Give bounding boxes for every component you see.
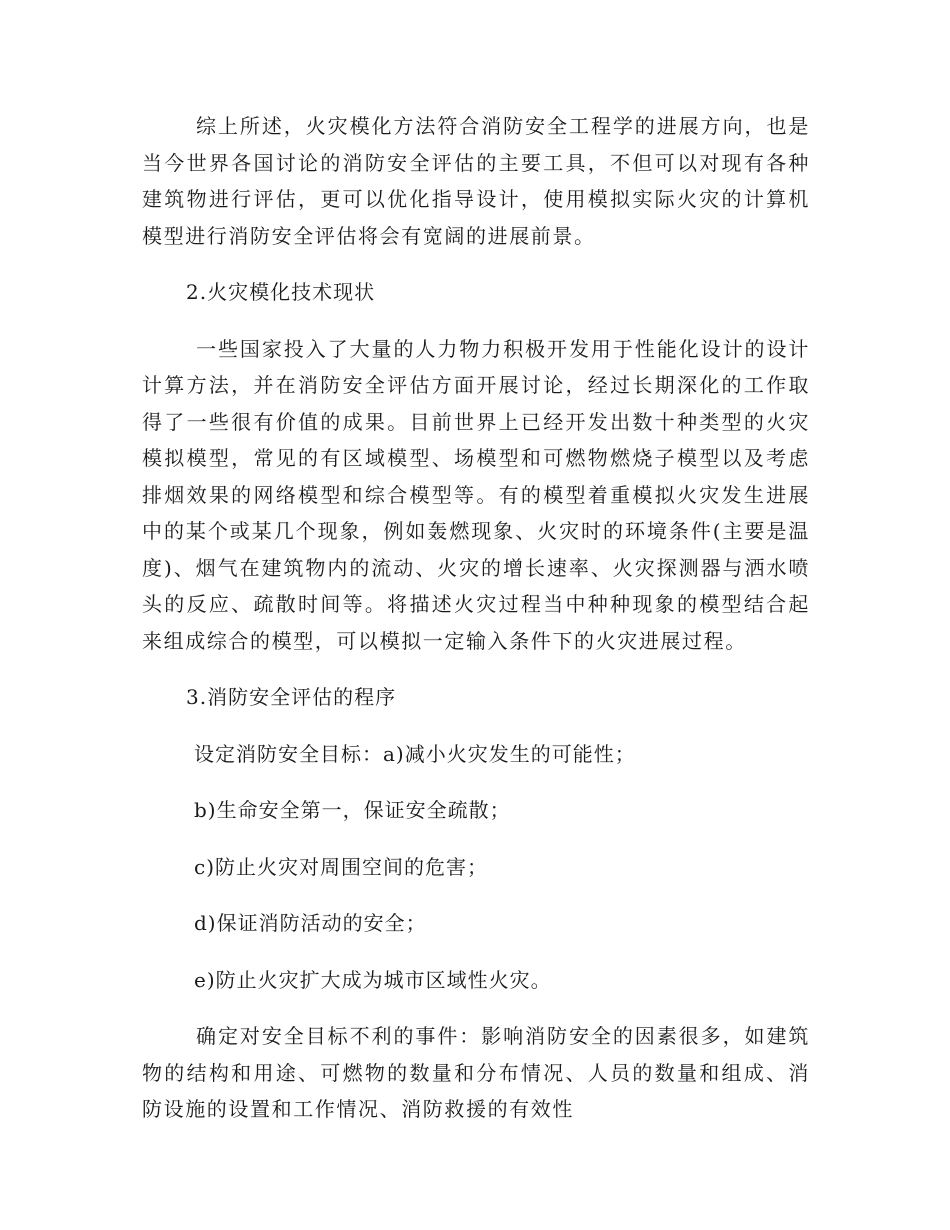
paragraph-adverse-events: 确定对安全目标不利的事件：影响消防安全的因素很多，如建筑物的结构和用途、可燃物的数量和分布情况、人员的数量和组成、消防设施的设置和工作情况、消防救援的有效性 — [142, 1024, 810, 1121]
list-item: c)防止火灾对周围空间的危害； — [194, 854, 489, 879]
list-item: d)保证消防活动的安全； — [194, 911, 427, 935]
document-page — [142, 108, 810, 1128]
list-item: e)防止火灾扩大成为城市区域性火灾。 — [194, 967, 552, 992]
list-item: 设定消防安全目标：a)减小火灾发生的可能性； — [194, 741, 636, 766]
section-heading-2: 2.火灾模化技术现状 — [186, 280, 376, 304]
list-item: b)生命安全第一，保证安全疏散； — [194, 798, 511, 822]
paragraph-technology-status: 一些国家投入了大量的人力物力积极开发用于性能化设计的设计计算方法，并在消防安全评估方面开展讨论，经过长期深化的工作取得了一些很有价值的成果。目前世界上已经开发出数十种类型的火灾模拟模型，常见的有区域模型、场模型和可燃物燃烧子模型以及考虑排烟效果的网络模型和综合模型等。有的模型着重模拟火灾发生进展中的某个或某几个现象，例如轰燃现象、火灾时的环境条件(主要是温度)、烟气在建筑物内的流动、火灾的增长速率、火灾探测器与洒水喷头的反应、疏散时间等。将描述火灾过程当中种种现象的模型结合起来组成综合的模型，可以模拟一定输入条件下的火灾进展过程。 — [142, 336, 810, 653]
paragraph-summary: 综上所述，火灾模化方法符合消防安全工程学的进展方向，也是当今世界各国讨论的消防安全评估的主要工具，不但可以对现有各种建筑物进行评估，更可以优化指导设计，使用模拟实际火灾的计算机模型进行消防安全评估将会有宽阔的进展前景。 — [142, 114, 810, 248]
section-heading-3: 3.消防安全评估的程序 — [186, 685, 397, 709]
